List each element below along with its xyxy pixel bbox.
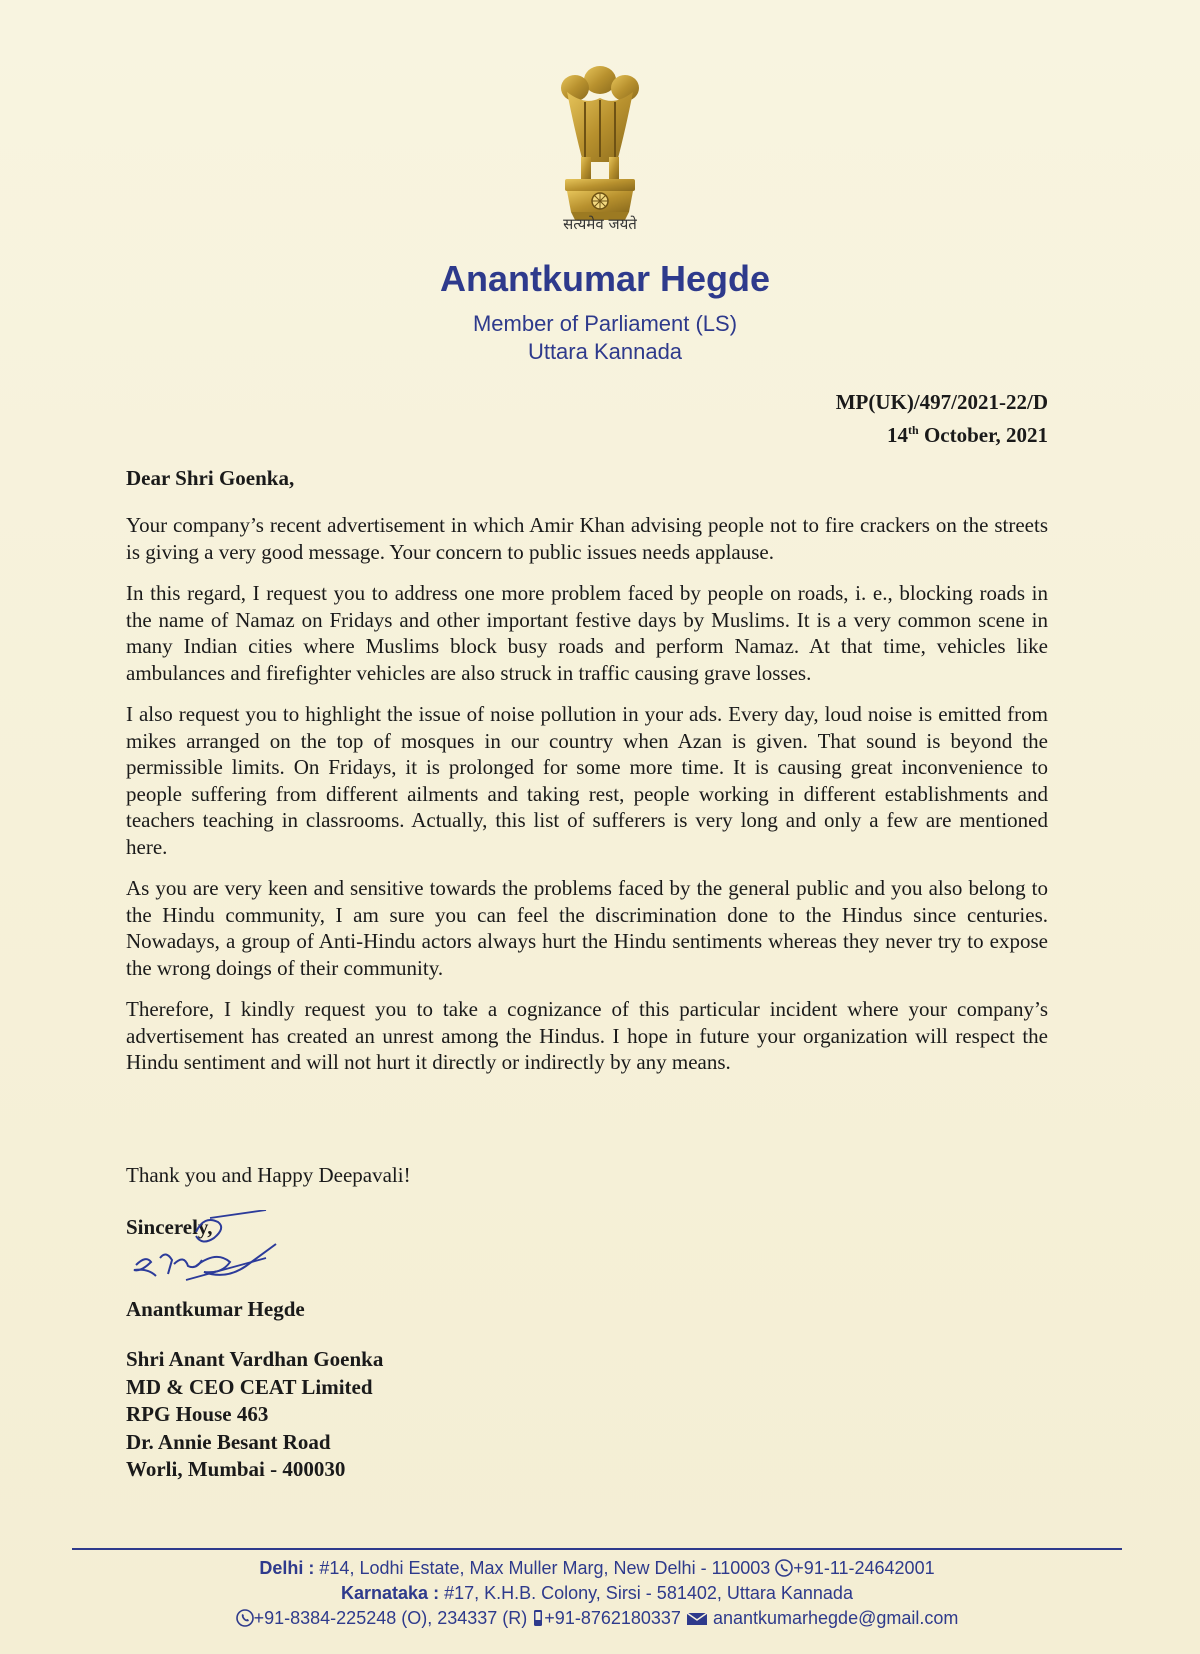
mobile-phone-icon	[532, 1609, 544, 1627]
delhi-address: #14, Lodhi Estate, Max Muller Marg, New Delhi - 110003	[314, 1558, 776, 1578]
emblem-motto: सत्यमेव जयते	[563, 215, 637, 233]
recipient-line: RPG House 463	[126, 1402, 269, 1426]
reference-block	[836, 388, 1048, 449]
footer-delhi	[72, 1556, 1122, 1581]
karnataka-address: #17, K.H.B. Colony, Sirsi - 581402, Uttara Kannada	[439, 1583, 853, 1603]
delhi-label: Delhi :	[259, 1558, 315, 1578]
footer-contacts	[72, 1606, 1122, 1631]
phone-icon	[236, 1609, 254, 1627]
body-paragraph: As you are very keen and sensitive towards the problems faced by the general public and you also belong to the Hindu community, I am sure you can feel the discrimination done to the Hindus since centuries. Nowadays, a group of Anti-Hindu actors always hurt the Hindu sentiments whereas they never try to expose the wrong doings of their community.	[126, 876, 1048, 980]
recipient-line: MD & CEO CEAT Limited	[126, 1374, 373, 1399]
letter-body	[126, 512, 1048, 1091]
karnataka-label: Karnataka :	[341, 1583, 440, 1603]
recipient-address	[126, 1346, 383, 1484]
footer-karnataka	[72, 1581, 1122, 1606]
letterhead-footer	[72, 1556, 1122, 1631]
recipient-line: Shri Anant Vardhan Goenka	[126, 1347, 384, 1371]
body-paragraph: Therefore, I kindly request you to take a cognizance of this particular incident where your company’s advertisement has created an unrest among the Hindus. I hope in future your organization will respect the Hindu sentiment and will not hurt it directly or indirectly by any means.	[126, 997, 1048, 1074]
body-paragraph: I also request you to highlight the issue of noise pollution in your ads. Every day, loud noise is emitted from mikes arranged on the top of mosques in our country when Azan is given. That sound is beyond the permissible limits. On Fridays, it is prolonged for some more time. It is causing great inconvenience to people suffering from different ailments and taking rest, people working in different establishments and teachers teaching in classrooms. Actually, this list of sufferers is very long and only a few are mentioned here.	[126, 702, 1048, 859]
date-suffix: th	[908, 423, 919, 437]
state-emblem-icon	[545, 62, 655, 232]
closing-line: Thank you and Happy Deepavali!	[126, 1163, 411, 1187]
letterhead-constituency: Uttara Kannada	[527, 339, 683, 364]
date-day: 14	[887, 423, 909, 447]
recipient-line: Dr. Annie Besant Road	[126, 1429, 331, 1454]
recipient-line: Worli, Mumbai - 400030	[126, 1457, 346, 1481]
body-paragraph: In this regard, I request you to address one more problem faced by people on roads, i. e., blocking roads in the name of Namaz on Fridays and other important festive days by Muslims. It is a very common scene in many Indian cities where Muslims block busy roads and perform Namaz. At that time, vehicles like ambulances and firefighter vehicles are also struck in traffic causing grave losses.	[126, 581, 1048, 685]
signoff: Sincerely,	[126, 1215, 213, 1239]
body-paragraph: Your company’s recent advertisement in which Amir Khan advising people not to fire crackers on the streets is giving a very good message. Your concern to public issues needs applause.	[126, 513, 1048, 564]
letterhead-designation: Member of Parliament (LS)	[472, 311, 738, 336]
letter-date	[836, 416, 1048, 449]
phone-office: +91-8384-225248 (O), 234337 (R)	[253, 1608, 533, 1628]
signer-name: Anantkumar Hegde	[126, 1297, 305, 1321]
footer-divider	[72, 1548, 1122, 1550]
salutation: Dear Shri Goenka,	[126, 466, 295, 490]
reference-number: MP(UK)/497/2021-22/D	[835, 390, 1048, 414]
delhi-phone: +91-11-24642001	[793, 1558, 935, 1578]
phone-icon	[775, 1559, 793, 1577]
handwritten-signature	[126, 1210, 286, 1290]
date-rest: October, 2021	[918, 423, 1048, 447]
email-icon	[686, 1611, 708, 1627]
email-address[interactable]: anantkumarhegde@gmail.com	[712, 1608, 959, 1628]
mobile-number: +91-8762180337	[544, 1608, 681, 1628]
letterhead-name: Anantkumar Hegde	[439, 258, 771, 299]
